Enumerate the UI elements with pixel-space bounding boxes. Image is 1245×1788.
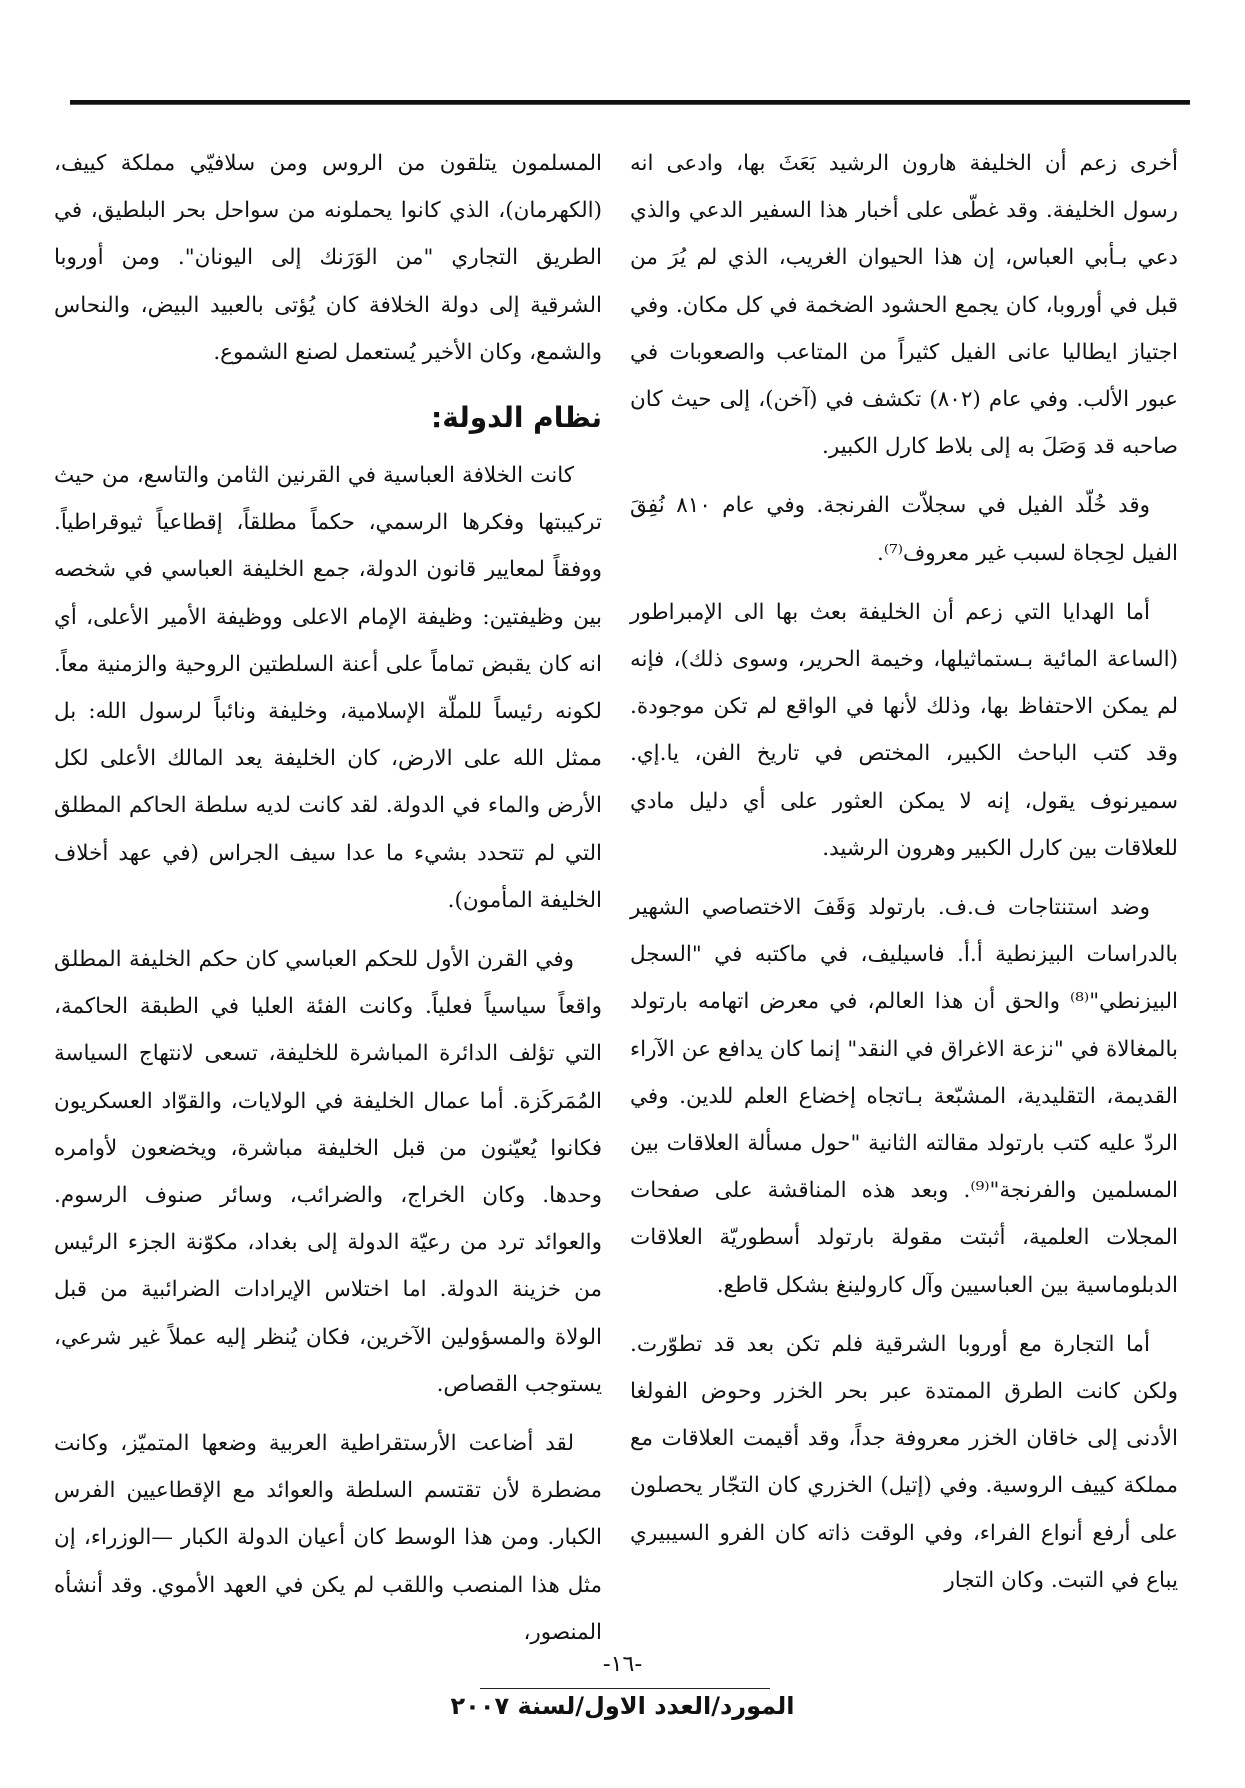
left-paragraph-3: لقد أضاعت الأرستقراطية العربية وضعها المتميّز، وكانت مضطرة لأن تقتسم السلطة والعوائد مع الإقطاعيين الفرس الكبار. ومن هذا الوسط كان أعيان الدولة الكبار —الوزراء، إن مثل هذا المنصب واللقب لم يكن في العهد الأموي. وقد أنشأه المنصور، — [54, 1431, 602, 1645]
right-paragraph-1: أخرى زعم أن الخليفة هارون الرشيد بَعَثَ بها، وادعى انه رسول الخليفة. وقد غطّى على أخبار هذا السفير الدعي والذي دعي بـأبي العباس، إن هذا الحيوان الغريب، الذي لم يُرَ من قبل في أوروبا، كان يجمع الحشود الضخمة في كل مكان. وفي اجتياز ايطاليا عانى الفيل كثيراً من المتاعب والصعوبات في عبور الألب. وفي عام (٨٠٢) تكشف في (آخن)، إلى حيث كان صاحبه قد وَصَلَ به إلى بلاط كارل الكبير. — [630, 151, 1178, 460]
section-heading: نظام الدولة: — [431, 401, 602, 435]
journal-issue: المورد/العدد الاول/لسنة ٢٠٠٧ — [450, 1692, 795, 1720]
right-paragraph-3: أما الهدايا التي زعم أن الخليفة بعث بها الى الإمبراطور (الساعة المائية بـستماثيلها، وخيمة الحرير، وسوى ذلك)، فإنه لم يمكن الاحتفاظ بها، وذلك لأنها في الواقع لم تكن موجودة. وقد كتب الباحث الكبير، المختص في تاريخ الفن، يا.إي. سميرنوف يقول، إنه لا يمكن العثور على أي دليل مادي للعلاقات بين كارل الكبير وهرون الرشيد. — [630, 599, 1178, 861]
top-rule — [70, 100, 1190, 105]
left-column — [54, 140, 602, 1668]
right-column — [630, 140, 1178, 1616]
right-paragraph-5: أما التجارة مع أوروبا الشرقية فلم تكن بعد قد تطوّرت. ولكن كانت الطرق الممتدة عبر بحر الخزر وحوض الفولغا الأدنى إلى خاقان الخزر معروفة جداً، وقد أقيمت العلاقات مع مملكة كييف الروسية. وفي (إتيل) الخزري كان التجّار يحصلون على أرفع أنواع الفراء، وفي الوقت ذاته كان الفرو السيبيري يباع في التبت. وكان التجار — [630, 1331, 1178, 1593]
left-intro-paragraph: المسلمون يتلقون من الروس ومن سلافيّي مملكة كييف، (الكهرمان)، الذي كانوا يحملونه من سواحل بحر البلطيق، في الطريق التجاري "من الوَرَنك إلى اليونان". ومن أوروبا الشرقية إلى دولة الخلافة كان يُؤتى بالعبيد البيض، والنحاس والشمع، وكان الأخير يُستعمل لصنع الشموع. — [54, 151, 602, 365]
footer-rule — [480, 1688, 770, 1689]
page-number: -١٦- — [602, 1652, 643, 1677]
right-paragraph-4: وضد استنتاجات ف.ف. بارتولد وَقَفَ الاختصاصي الشهير بالدراسات البيزنطية أ.أ. فاسيليف، في ماكتبه في "السجل البيزنطي"⁽⁸⁾ والحق أن هذا العالم، في معرض اتهامه بارتولد بالمغالاة في "نزعة الاغراق في النقد" إنما كان يدافع عن الآراء القديمة، التقليدية، المشبّعة بـاتجاه إخضاع العلم للدين. وفي الردّ عليه كتب بارتولد مقالته الثانية "حول مسألة العلاقات بين المسلمين والفرنجة"⁽⁹⁾. وبعد هذه المناقشة على صفحات المجلات العلمية، أثبتت مقولة بارتولد أسطوريّة العلاقات الدبلوماسية بين العباسيين وآل كارولينغ بشكل قاطع. — [630, 895, 1178, 1298]
left-paragraph-1: كانت الخلافة العباسية في القرنين الثامن والتاسع، من حيث تركيبتها وفكرها الرسمي، حكماً مطلقاً، إقطاعياً ثيوقراطياً. ووفقاً لمعايير قانون الدولة، جمع الخليفة العباسي في شخصه بين وظيفتين: وظيفة الإمام الاعلى ووظيفة الأمير الأعلى، أي انه كان يقبض تماماً على أعنة السلطتين الروحية والزمنية معاً. لكونه رئيساً للملّة الإسلامية، وخليفة ونائباً لرسول الله: بل ممثل الله على الارض، كان الخليفة يعد المالك الأعلى لكل الأرض والماء في الدولة. لقد كانت لديه سلطة الحاكم المطلق التي لم تتحدد بشيء ما عدا سيف الجراس (في عهد أخلاف الخليفة المأمون). — [54, 463, 602, 913]
left-paragraph-2: وفي القرن الأول للحكم العباسي كان حكم الخليفة المطلق واقعاً سياسياً فعلياً. وكانت الفئة العليا في الطبقة الحاكمة، التي تؤلف الدائرة المباشرة للخليفة، تسعى لانتهاج السياسة المُمَركَزة. أما عمال الخليفة في الولايات، والقوّاد العسكريون فكانوا يُعيّنون من قبل الخليفة مباشرة، ويخضعون لأوامره وحدها. وكان الخراج، والضرائب، وسائر صنوف الرسوم. والعوائد ترد من رعيّة الدولة إلى بغداد، مكوّنة الجزء الرئيس من خزينة الدولة. اما اختلاس الإيرادات الضرائبية من قبل الولاة والمسؤولين الآخرين، فكان يُنظر إليه عملاً غير شرعي، يستوجب القصاص. — [54, 947, 602, 1397]
right-paragraph-2: وقد خُلّد الفيل في سجلاّت الفرنجة. وفي عام ٨١٠ نُفِقَ الفيل لحِجاة لسبب غير معروف⁽⁷⁾. — [630, 493, 1178, 566]
